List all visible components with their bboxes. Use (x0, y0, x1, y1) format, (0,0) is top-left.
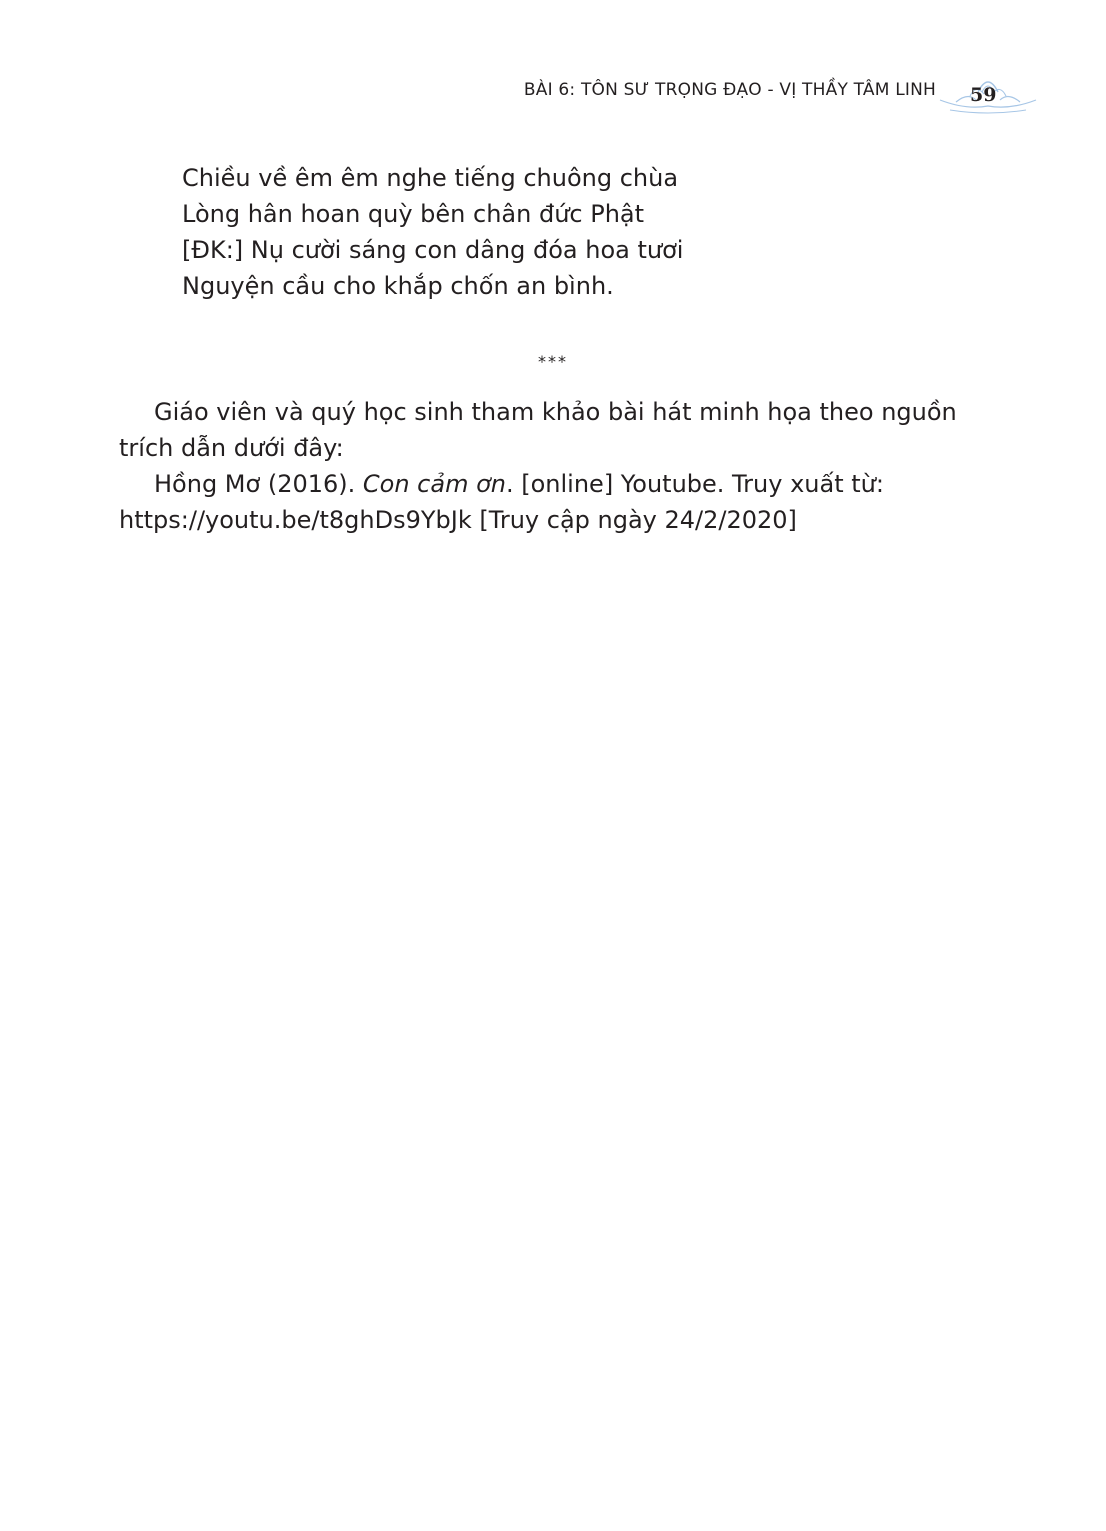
page-header (0, 70, 1106, 120)
verse-line: [ĐK:] Nụ cười sáng con dâng đóa hoa tươi (182, 236, 684, 264)
verse-line: Lòng hân hoan quỳ bên chân đức Phật (182, 200, 645, 228)
running-header-title: BÀI 6: TÔN SƯ TRỌNG ĐẠO - VỊ THẦY TÂM LINH (523, 80, 936, 100)
citation-paragraph (119, 466, 989, 538)
section-separator: *** (538, 352, 568, 371)
citation-source: . [online] Youtube. Truy xuất từ: https://youtu.be/t8ghDs9YbJk [Truy cập ngày 24/2/2020] (119, 470, 884, 534)
reference-intro-paragraph: Giáo viên và quý học sinh tham khảo bài hát minh họa theo nguồn trích dẫn dưới đây: (119, 398, 957, 462)
page-number: 59 (970, 84, 997, 106)
song-verse (182, 160, 683, 304)
citation-title: Con cảm ơn (362, 470, 506, 498)
citation-author-year: Hồng Mơ (2016). (154, 470, 363, 498)
verse-line: Chiều về êm êm nghe tiếng chuông chùa (182, 164, 679, 192)
verse-line: Nguyện cầu cho khắp chốn an bình. (182, 272, 614, 300)
